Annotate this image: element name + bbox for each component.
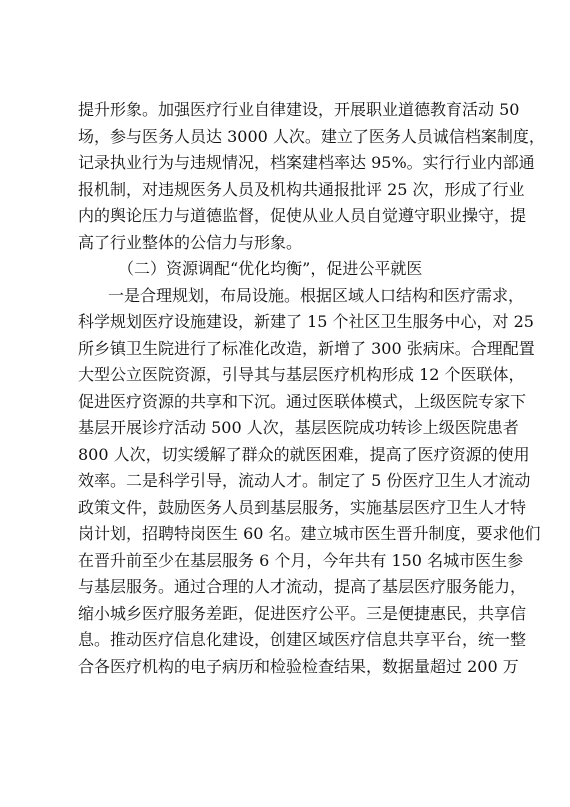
text-line: 提升形象。加强医疗行业自律建设，开展职业道德教育活动 50 [78,100,520,119]
paragraph-2 [78,283,541,681]
text-line: 岗计划，招聘特岗医生 60 名。建立城市医生晋升制度，要求他们 [78,524,541,543]
text-line: 场，参与医务人员达 3000 人次。建立了医务人员诚信档案制度， [78,126,545,146]
text-line: 基层开展诊疗活动 500 人次，基层医院成功转诊上级医院患者 [78,418,519,437]
text-line: 一是合理规划，布局设施。根据区域人口结构和医疗需求， [108,285,525,305]
text-line: 内的舆论压力与道德监督，促使从业人员自觉遵守职业操守，提 [78,206,527,225]
text-line: 效率。二是科学引导，流动人才。制定了 5 份医疗卫生人才流动 [78,471,531,490]
text-line: 息。推动医疗信息化建设，创建区域医疗信息共享平台，统一整 [78,630,527,649]
text-line: 促进医疗资源的共享和下沉。通过医联体模式，上级医院专家下 [78,391,527,411]
text-line: 在晋升前至少在基层服务 6 个月，今年共有 150 名城市医生参 [78,550,524,570]
text-line: 与基层服务。通过合理的人才流动，提高了基层医疗服务能力， [78,577,527,596]
text-line: 科学规划医疗设施建设，新建了 15 个社区卫生服务中心，对 25 [78,312,534,331]
paragraph-1 [78,97,545,256]
text-line: 政策文件，鼓励医务人员到基层服务，实施基层医疗卫生人才特 [78,497,527,517]
section-heading: （二）资源调配“优化均衡”，促进公平就医 [118,259,423,278]
text-line: 800 人次，切实缓解了群众的就医困难，提高了医疗资源的使用 [78,444,530,464]
text-line: 所乡镇卫生院进行了标准化改造，新增了 300 张病床。合理配置 [78,338,535,358]
text-line: 报机制，对违规医务人员及机构共通报批评 25 次，形成了行业 [78,179,525,199]
text-line: 缩小城乡医疗服务差距，促进医疗公平。三是便捷惠民，共享信 [78,603,527,623]
document-body [78,97,545,680]
text-line: 记录执业行为与违规情况，档案建档率达 95%。实行行业内部通 [78,153,535,172]
text-line: 大型公立医院资源，引导其与基层医疗机构形成 12 个医联体， [78,365,525,384]
text-line: 高了行业整体的公信力与形象。 [78,232,303,252]
text-line: 合各医疗机构的电子病历和检验检查结果，数据量超过 200 万 [78,656,519,676]
